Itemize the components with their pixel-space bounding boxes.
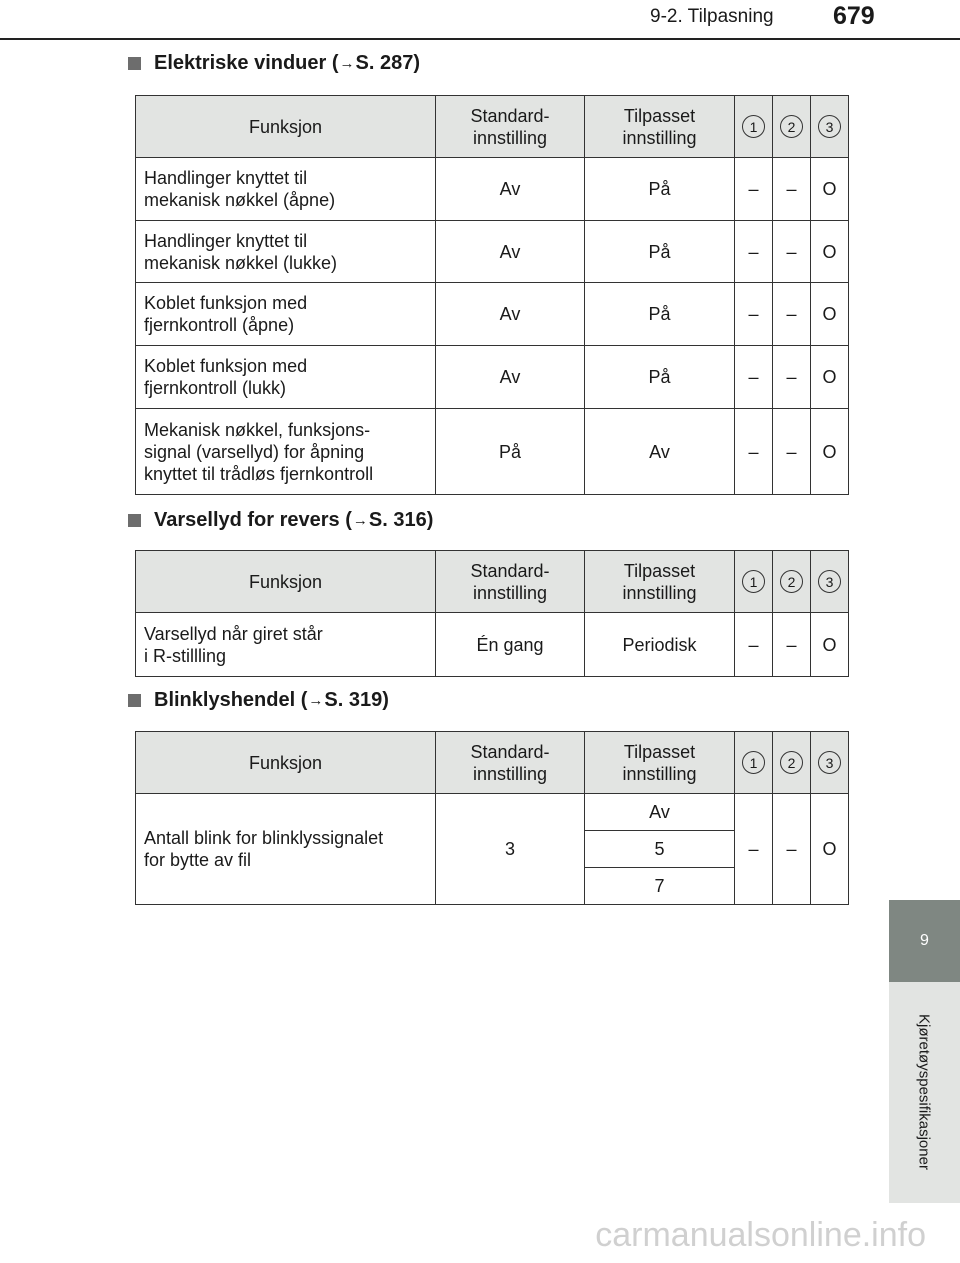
header-rule (0, 38, 960, 40)
cell-standard: Én gang (436, 613, 585, 677)
cell-standard: Av (436, 283, 585, 346)
cell-tilpasset: Av (585, 409, 735, 495)
cell-funksjon: Handlinger knyttet til mekanisk nøkkel (åpne) (136, 158, 436, 221)
cell-tilpasset-option: 5 (585, 831, 735, 868)
page-reference: S. 319) (324, 689, 389, 711)
chapter-number: 9 (920, 932, 929, 949)
cell-c2: – (773, 221, 811, 283)
cell-funksjon: Koblet funksjon med fjernkontroll (lukk) (136, 346, 436, 409)
cell-funksjon: Handlinger knyttet til mekanisk nøkkel (lukke) (136, 221, 436, 283)
section-heading-turn-signal-lever (128, 689, 389, 712)
table-row (136, 409, 849, 495)
col-header-standard: Standard- innstilling (436, 551, 585, 613)
col-header-3 (811, 732, 849, 794)
col-header-tilpasset: Tilpasset innstilling (585, 96, 735, 158)
table-header-row (136, 551, 849, 613)
col-header-2 (773, 96, 811, 158)
col-header-2 (773, 551, 811, 613)
table-header-row (136, 96, 849, 158)
col-header-1 (735, 732, 773, 794)
cell-standard: Av (436, 346, 585, 409)
table-reverse-alarm (135, 550, 849, 677)
cell-c2: – (773, 346, 811, 409)
section-title: 9-2. Tilpasning (650, 6, 774, 27)
col-header-funksjon: Funksjon (136, 732, 436, 794)
section-title-text: Blinklyshendel ( (154, 689, 308, 711)
cell-standard: 3 (436, 794, 585, 905)
chapter-label: Kjøretøyspesifikasjoner (915, 1014, 933, 1170)
cell-c1: – (735, 794, 773, 905)
cell-funksjon: Koblet funksjon med fjernkontroll (åpne) (136, 283, 436, 346)
arrow-right-icon: → (339, 55, 355, 72)
col-header-tilpasset: Tilpasset innstilling (585, 732, 735, 794)
col-header-3 (811, 96, 849, 158)
cell-standard: På (436, 409, 585, 495)
cell-c3: O (811, 158, 849, 221)
section-heading-reverse-alarm (128, 509, 433, 532)
circled-three-icon: 3 (818, 115, 841, 138)
bullet-square-icon (128, 694, 141, 707)
cell-tilpasset: På (585, 283, 735, 346)
col-header-standard: Standard- innstilling (436, 96, 585, 158)
table-row (136, 794, 849, 831)
cell-tilpasset: På (585, 221, 735, 283)
cell-tilpasset-option: 7 (585, 868, 735, 905)
cell-c3: O (811, 409, 849, 495)
bullet-square-icon (128, 514, 141, 527)
page-reference: S. 287) (355, 52, 421, 74)
section-heading-electric-windows (128, 52, 420, 75)
cell-standard: Av (436, 221, 585, 283)
cell-c1: – (735, 613, 773, 677)
col-header-1 (735, 551, 773, 613)
cell-c2: – (773, 283, 811, 346)
col-header-2 (773, 732, 811, 794)
table-electric-windows (135, 95, 849, 495)
cell-c1: – (735, 409, 773, 495)
cell-funksjon: Mekanisk nøkkel, funksjons- signal (varsellyd) for åpning knyttet til trådløs fjernkontroll (136, 409, 436, 495)
circled-two-icon: 2 (780, 570, 803, 593)
cell-c1: – (735, 346, 773, 409)
circled-two-icon: 2 (780, 115, 803, 138)
cell-c2: – (773, 613, 811, 677)
table-row (136, 221, 849, 283)
circled-one-icon: 1 (742, 115, 765, 138)
section-title-text: Varsellyd for revers ( (154, 509, 352, 531)
cell-funksjon: Varsellyd når giret står i R-stillling (136, 613, 436, 677)
circled-two-icon: 2 (780, 751, 803, 774)
cell-c3: O (811, 613, 849, 677)
cell-c2: – (773, 409, 811, 495)
table-row (136, 158, 849, 221)
table-row (136, 346, 849, 409)
table-turn-signal-lever (135, 731, 849, 905)
cell-c3: O (811, 221, 849, 283)
bullet-square-icon (128, 57, 141, 70)
table-row (136, 283, 849, 346)
col-header-1 (735, 96, 773, 158)
table-header-row (136, 732, 849, 794)
cell-c2: – (773, 794, 811, 905)
cell-c3: O (811, 794, 849, 905)
cell-tilpasset: På (585, 346, 735, 409)
col-header-standard: Standard- innstilling (436, 732, 585, 794)
col-header-3 (811, 551, 849, 613)
circled-one-icon: 1 (742, 570, 765, 593)
cell-tilpasset: Periodisk (585, 613, 735, 677)
arrow-right-icon: → (352, 512, 368, 529)
table-row (136, 613, 849, 677)
circled-three-icon: 3 (818, 751, 841, 774)
watermark: carmanualsonline.info (595, 1216, 926, 1254)
cell-standard: Av (436, 158, 585, 221)
page-number: 679 (833, 2, 875, 30)
arrow-right-icon: → (308, 692, 324, 709)
circled-one-icon: 1 (742, 751, 765, 774)
cell-c3: O (811, 346, 849, 409)
cell-c1: – (735, 283, 773, 346)
page-reference: S. 316) (368, 509, 434, 531)
cell-c2: – (773, 158, 811, 221)
col-header-tilpasset: Tilpasset innstilling (585, 551, 735, 613)
cell-c1: – (735, 221, 773, 283)
col-header-funksjon: Funksjon (136, 96, 436, 158)
cell-c3: O (811, 283, 849, 346)
cell-tilpasset-option: Av (585, 794, 735, 831)
circled-three-icon: 3 (818, 570, 841, 593)
cell-tilpasset: På (585, 158, 735, 221)
section-title-text: Elektriske vinduer ( (154, 52, 339, 74)
cell-c1: – (735, 158, 773, 221)
chapter-tab (889, 900, 960, 982)
col-header-funksjon: Funksjon (136, 551, 436, 613)
cell-funksjon: Antall blink for blinklyssignalet for bytte av fil (136, 794, 436, 905)
